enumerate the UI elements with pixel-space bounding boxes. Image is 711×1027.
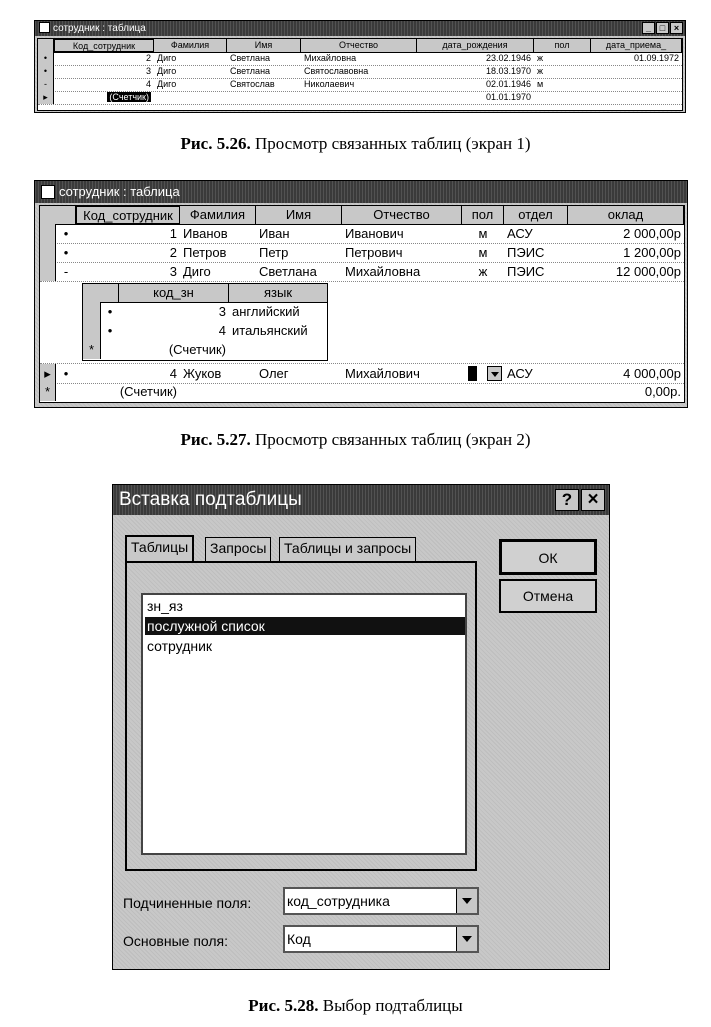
column-header-pol[interactable]: пол	[534, 39, 591, 52]
column-header-pol[interactable]: пол	[462, 206, 504, 224]
cell-pol[interactable]: м	[537, 79, 544, 89]
caption-text: Просмотр связанных таблиц (экран 1)	[250, 134, 531, 153]
row-selector[interactable]	[40, 262, 56, 281]
cell-familiya[interactable]: Диго	[157, 53, 177, 63]
datasheet-window-1	[34, 20, 686, 113]
cell-kod[interactable]: 2	[145, 53, 151, 63]
column-header-familiya[interactable]: Фамилия	[154, 39, 227, 52]
cell-otchestvo[interactable]	[301, 91, 417, 104]
caption-number: Рис. 5.26.	[180, 134, 251, 153]
cell-kod[interactable]: 3	[169, 264, 177, 279]
child-fields-label: Подчиненные поля:	[123, 895, 252, 911]
row-selector[interactable]	[40, 243, 56, 262]
cell-familiya[interactable]: Диго	[157, 66, 177, 76]
table-row[interactable]	[40, 243, 684, 263]
cell-imya[interactable]: Святослав	[230, 79, 275, 89]
master-fields-label: Основные поля:	[123, 933, 229, 949]
tables-list[interactable]	[141, 593, 467, 855]
child-fields-combo[interactable]	[283, 887, 479, 915]
cell-imya[interactable]: Олег	[259, 366, 289, 381]
row-selector[interactable]: •	[38, 65, 54, 78]
cell-familiya[interactable]: Иванов	[183, 226, 228, 241]
column-header-kod[interactable]: Код_сотрудник	[54, 39, 154, 52]
cell-yazyk[interactable]: английский	[232, 304, 300, 319]
cell-imya[interactable]	[227, 91, 301, 104]
cell-yazyk[interactable]: итальянский	[232, 323, 308, 338]
cell-familiya[interactable]: Петров	[183, 245, 227, 260]
cell-data-priema[interactable]	[591, 65, 682, 78]
cell-oklad[interactable]: 4 000,00р	[623, 366, 681, 381]
cell-imya[interactable]: Иван	[259, 226, 290, 241]
cell-imya[interactable]: Светлана	[230, 53, 271, 63]
cell-otchestvo[interactable]: Николаевич	[304, 79, 355, 89]
cell-kod[interactable]	[54, 91, 154, 104]
cell-otchestvo[interactable]: Святославовна	[304, 66, 369, 76]
expand-indicator[interactable]: •	[107, 323, 113, 338]
tab-tables[interactable]: Таблицы	[125, 535, 194, 561]
table-row[interactable]	[38, 78, 682, 92]
column-header-yazyk[interactable]: язык	[229, 284, 327, 302]
close-button[interactable]: ×	[581, 489, 605, 511]
counter-placeholder: (Счетчик)	[109, 92, 149, 102]
column-header-data-priema[interactable]: дата_приема_	[591, 39, 682, 52]
cell-oklad[interactable]: 2 000,00р	[623, 226, 681, 241]
sub-table-row[interactable]	[83, 321, 327, 340]
cell-pol[interactable]: м	[478, 226, 488, 241]
column-header-otchestvo[interactable]: Отчество	[342, 206, 462, 224]
cell-imya[interactable]: Светлана	[259, 264, 317, 279]
dropdown-arrow-icon[interactable]	[487, 366, 502, 381]
minimize-button[interactable]: _	[642, 22, 655, 34]
row-selector[interactable]: •	[38, 52, 54, 65]
table-row[interactable]	[40, 224, 684, 244]
datasheet-grid	[37, 38, 683, 111]
new-record-selector[interactable]: *	[40, 382, 56, 401]
cell-data-priema[interactable]	[591, 91, 682, 104]
expand-indicator[interactable]: •	[63, 366, 69, 381]
column-header-otchestvo[interactable]: Отчество	[301, 39, 417, 52]
window-title: сотрудник : таблица	[59, 184, 180, 199]
child-fields-value: код_сотрудника	[287, 893, 390, 909]
cell-pol[interactable]: ж	[537, 53, 544, 63]
caption-text: Выбор подтаблицы	[318, 996, 463, 1015]
ok-button[interactable]: ОК	[499, 539, 597, 575]
row-selector[interactable]	[40, 224, 56, 243]
tab-queries[interactable]: Запросы	[205, 537, 271, 561]
cell-oklad[interactable]: 0,00р.	[644, 384, 681, 399]
dropdown-arrow-icon[interactable]	[456, 927, 477, 951]
row-selector[interactable]	[83, 302, 101, 321]
master-fields-combo[interactable]	[283, 925, 479, 953]
cell-kod[interactable]: 4	[169, 366, 177, 381]
cell-otchestvo[interactable]: Михайловна	[304, 53, 357, 63]
help-button[interactable]: ?	[555, 489, 579, 511]
cell-data-priema[interactable]: 01.09.1972	[633, 53, 679, 63]
cell-otchestvo[interactable]: Петрович	[345, 245, 403, 260]
cell-data-rozhdeniya[interactable]: 18.03.1970	[485, 66, 531, 76]
dropdown-arrow-icon[interactable]	[456, 889, 477, 913]
caption-text: Просмотр связанных таблиц (экран 2)	[250, 430, 531, 449]
cell-familiya[interactable]: Диго	[183, 264, 211, 279]
column-header-imya[interactable]: Имя	[256, 206, 342, 224]
cell-familiya[interactable]	[154, 91, 227, 104]
cell-otchestvo[interactable]: Иванович	[345, 226, 404, 241]
sub-header-row	[83, 284, 327, 303]
cell-kod[interactable]: 2	[169, 245, 177, 260]
caption-number: Рис. 5.27.	[180, 430, 251, 449]
column-header-oklad[interactable]: оклад	[568, 206, 684, 224]
cell-pol[interactable]	[534, 91, 591, 104]
cell-pol[interactable]: ж	[537, 66, 544, 76]
row-selector-header[interactable]	[40, 206, 76, 224]
window-title: сотрудник : таблица	[53, 23, 146, 34]
insert-subdatasheet-dialog	[112, 484, 610, 970]
cell-kod[interactable]: (Счетчик)	[119, 384, 177, 399]
cell-cursor	[468, 366, 477, 381]
column-header-kod-zn[interactable]: код_зн	[119, 284, 229, 302]
row-selector[interactable]: ▸	[38, 91, 54, 104]
table-icon	[39, 22, 50, 33]
row-selector[interactable]	[83, 321, 101, 340]
figure-caption-2	[0, 430, 711, 450]
current-record-selector[interactable]: ▸	[40, 364, 56, 383]
new-record-selector[interactable]: *	[83, 340, 101, 359]
tab-tables-and-queries[interactable]: Таблицы и запросы	[279, 537, 416, 561]
cell-oklad[interactable]: 12 000,00р	[615, 264, 681, 279]
sub-table-new-row[interactable]	[83, 340, 327, 359]
cell-oklad[interactable]: 1 200,00р	[623, 245, 681, 260]
list-item[interactable]: зн_яз	[147, 598, 183, 614]
caption-number: Рис. 5.28.	[248, 996, 319, 1015]
datasheet-grid	[39, 205, 685, 403]
table-row-current[interactable]	[40, 363, 684, 384]
cell-otdel[interactable]: АСУ	[507, 366, 533, 381]
cell-data-priema[interactable]	[591, 78, 682, 91]
header-row	[38, 39, 682, 53]
close-button[interactable]: ×	[670, 22, 683, 34]
list-item[interactable]: сотрудник	[147, 638, 213, 654]
table-row[interactable]	[38, 52, 682, 66]
expand-indicator[interactable]: •	[63, 245, 69, 260]
cell-otdel[interactable]: АСУ	[507, 226, 533, 241]
row-selector[interactable]: -	[38, 78, 54, 91]
tab-panel	[125, 561, 477, 871]
maximize-button[interactable]: □	[656, 22, 669, 34]
subdatasheet	[82, 283, 328, 361]
cell-imya[interactable]: Светлана	[230, 66, 271, 76]
cell-kod-zn[interactable]: (Счетчик)	[168, 342, 226, 357]
cell-data-rozhdeniya[interactable]: 02.01.1946	[485, 79, 531, 89]
table-row-current[interactable]	[38, 91, 682, 105]
cell-pol-combo[interactable]	[462, 364, 504, 383]
datasheet-window-2	[34, 180, 688, 408]
expand-indicator[interactable]: •	[63, 226, 69, 241]
column-header-imya[interactable]: Имя	[227, 39, 301, 52]
cell-pol[interactable]: ж	[478, 264, 488, 279]
table-new-row[interactable]	[40, 382, 684, 401]
cell-data-rozhdeniya[interactable]: 23.02.1946	[485, 53, 531, 63]
collapse-indicator[interactable]: -	[63, 264, 69, 279]
table-icon	[41, 185, 55, 199]
cell-otdel[interactable]: ПЭИС	[507, 245, 545, 260]
cell-yazyk[interactable]	[229, 340, 327, 359]
window-titlebar[interactable]	[35, 181, 687, 203]
cell-kod[interactable]: 3	[145, 66, 151, 76]
sub-table-row[interactable]	[83, 302, 327, 321]
dialog-title: Вставка подтаблицы	[119, 489, 302, 510]
cell-kod-zn[interactable]: 4	[218, 323, 226, 338]
window-titlebar[interactable]	[35, 21, 685, 36]
table-row-expanded[interactable]	[40, 262, 684, 282]
row-selector-header[interactable]	[38, 39, 54, 52]
header-row	[40, 206, 684, 225]
list-item-selected[interactable]: послужной список	[145, 617, 465, 635]
cell-otdel[interactable]: ПЭИС	[507, 264, 545, 279]
column-header-otdel[interactable]: отдел	[504, 206, 568, 224]
figure-caption-3	[0, 996, 711, 1016]
cell-otchestvo[interactable]: Михайловна	[345, 264, 421, 279]
cell-imya[interactable]: Петр	[259, 245, 289, 260]
dialog-titlebar[interactable]	[113, 485, 609, 515]
figure-caption-1	[0, 134, 711, 154]
cell-familiya[interactable]: Жуков	[183, 366, 222, 381]
expand-indicator[interactable]: •	[107, 304, 113, 319]
column-header-familiya[interactable]: Фамилия	[180, 206, 256, 224]
master-fields-value: Код	[287, 931, 311, 947]
row-selector-header[interactable]	[83, 284, 119, 302]
column-header-data-rozhdeniya[interactable]: дата_рождения	[417, 39, 534, 52]
cell-kod[interactable]: 4	[145, 79, 151, 89]
cell-kod-zn[interactable]: 3	[218, 304, 226, 319]
cell-otchestvo[interactable]: Михайлович	[345, 366, 420, 381]
cell-pol[interactable]: м	[478, 245, 488, 260]
cell-familiya[interactable]: Диго	[157, 79, 177, 89]
column-header-kod[interactable]: Код_сотрудник	[76, 206, 180, 224]
cell-data-rozhdeniya[interactable]: 01.01.1970	[485, 92, 531, 102]
cell-kod[interactable]: 1	[169, 226, 177, 241]
cancel-button[interactable]: Отмена	[499, 579, 597, 613]
table-row[interactable]	[38, 65, 682, 79]
